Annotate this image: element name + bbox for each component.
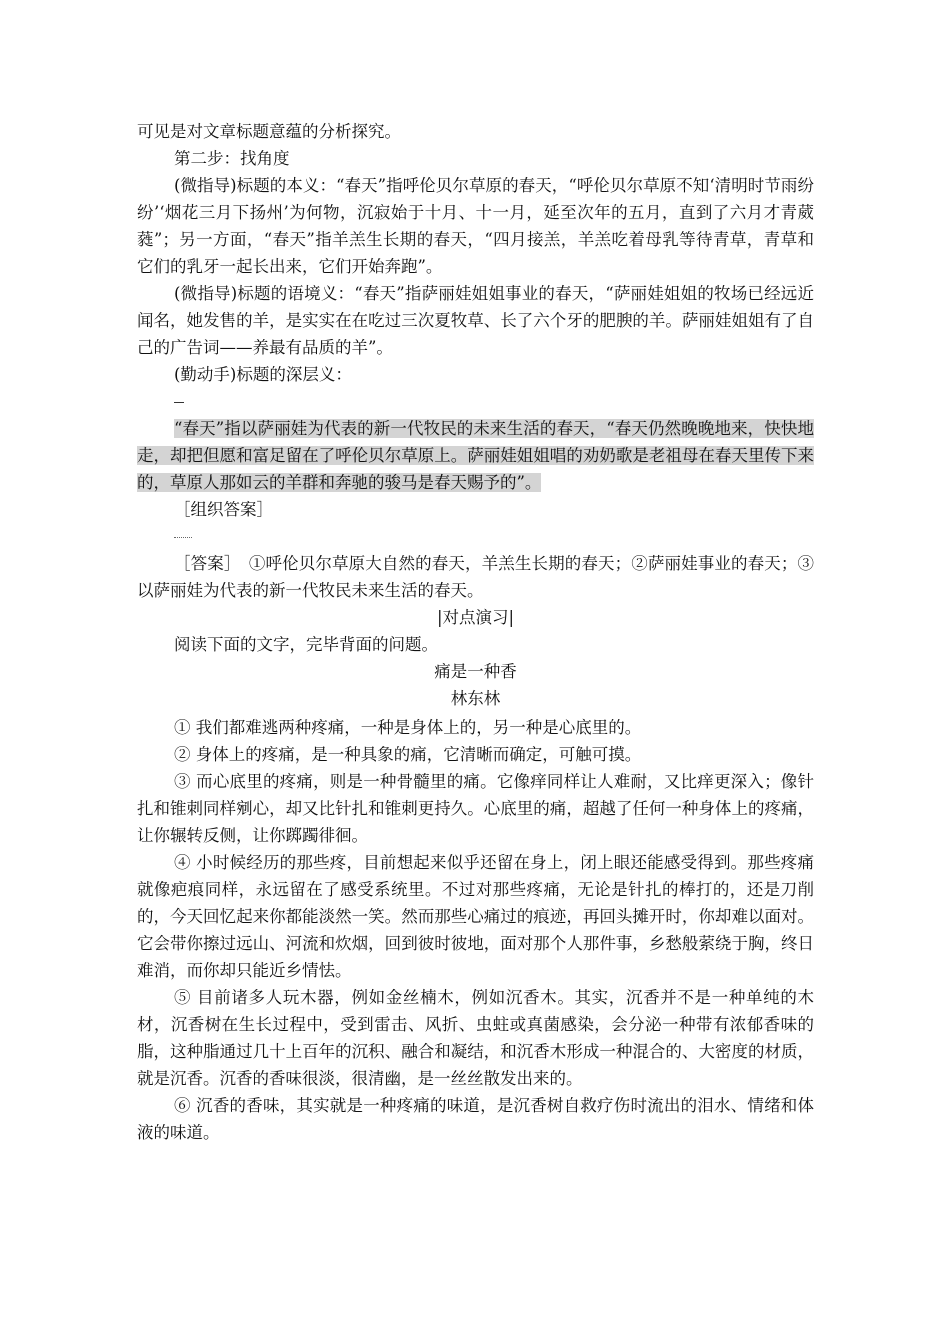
essay-paragraph: ③ 而心底里的疼痛，则是一种骨髓里的痛。它像痒同样让人难耐，又比痒更深入；像针扎和锥刺同样剜心，却又比针扎和锥刺更持久。心底里的痛，超越了任何一种身体上的疼痛，让你辗转反侧，让你踯躅徘徊。 [137,772,814,845]
essay-paragraph: ① 我们都难逃两种疼痛，一种是身体上的，另一种是心底里的。 [174,718,642,737]
answer-blank [137,388,814,415]
essay-title: 痛是一种香 [434,662,517,681]
essay-paragraph: ⑥ 沉香的香味，其实就是一种疼痛的味道，是沉香树自救疗伤时流出的泪水、情绪和体液的味道。 [137,1096,814,1142]
essay-author: 林东林 [450,689,501,708]
essay-paragraph: ⑤ 目前诸多人玩木器，例如金丝楠木，例如沉香木。其实，沉香并不是一种单纯的木材，沉香树在生长过程中，受到雷击、风折、虫蛀或真菌感染，会分泌一种带有浓郁香味的脂，这种脂通过几十上百年的沉积、融合和凝结，和沉香木形成一种混合的、大密度的材质，就是沉香。沉香的香味很淡，很清幽，是一丝丝散发出来的。 [137,988,814,1088]
guide-paragraph-context: (微指导)标题的语境义：“春天”指萨丽娃姐姐事业的春天，“萨丽娃姐姐的牧场已经远近闻名，她发售的羊，是实实在在吃过三次夏牧草、长了六个牙的肥腴的羊。萨丽娃姐姐有了自己的广告词——养最有品质的羊”。 [137,284,814,357]
organize-answer-heading: ［组织答案］ [174,500,273,519]
guide-paragraph-literal: (微指导)标题的本义：“春天”指呼伦贝尔草原的春天，“呼伦贝尔草原不知‘清明时节雨纷纷’‘烟花三月下扬州’为何物，沉寂始于十月、十一月，延至次年的五月，直到了六月才青葳蕤”；另一方面，“春天”指羊羔生长期的春天，“四月接羔，羊羔吃着母乳等待青草，青草和它们的乳牙一起长出来，它们开始奔跑”。 [137,176,814,276]
step-heading: 第二步：找角度 [174,149,290,168]
blank-mark [174,402,184,403]
dotted-mark [174,537,192,538]
intro-line: 可见是对文章标题意蕴的分析探究。 [137,122,401,141]
essay-paragraph: ④ 小时候经历的那些疼，目前想起来似乎还留在身上，闭上眼还能感受得到。那些疼痛就像疤痕同样，永远留在了感受系统里。不过对那些疼痛，无论是针扎的棒打的，还是刀削的，今天回忆起来你都能淡然一笑。然而那些心痛过的痕迹，再回头摊开时，你却难以面对。它会带你擦过远山、河流和炊烟，回到彼时彼地，面对那个人那件事，乡愁般萦绕于胸，终日难消，而你却只能近乡情怯。 [137,853,814,980]
practice-prompt: (勤动手)标题的深层义： [174,365,352,384]
answer-paragraph: ［答案］ ①呼伦贝尔草原大自然的春天，羊羔生长期的春天；②萨丽娃事业的春天；③以萨丽娃为代表的新一代牧民未来生活的春天。 [137,554,814,600]
reading-instruction: 阅读下面的文字，完毕背面的问题。 [174,635,438,654]
essay-paragraph: ② 身体上的疼痛，是一种具象的痛，它清晰而确定，可触可摸。 [174,745,642,764]
document-page [137,118,814,1146]
dotted-blank [137,523,814,550]
highlighted-answer [137,415,814,496]
drill-heading: |对点演习| [436,608,515,627]
highlight-text: “春天”指以萨丽娃为代表的新一代牧民的未来生活的春天，“春天仍然晚晚地来，快快地走，却把但愿和富足留在了呼伦贝尔草原上。萨丽娃姐姐唱的劝奶歌是老祖母在春天里传下来的，草原人那如云的羊群和奔驰的骏马是春天赐予的”。 [137,419,814,492]
